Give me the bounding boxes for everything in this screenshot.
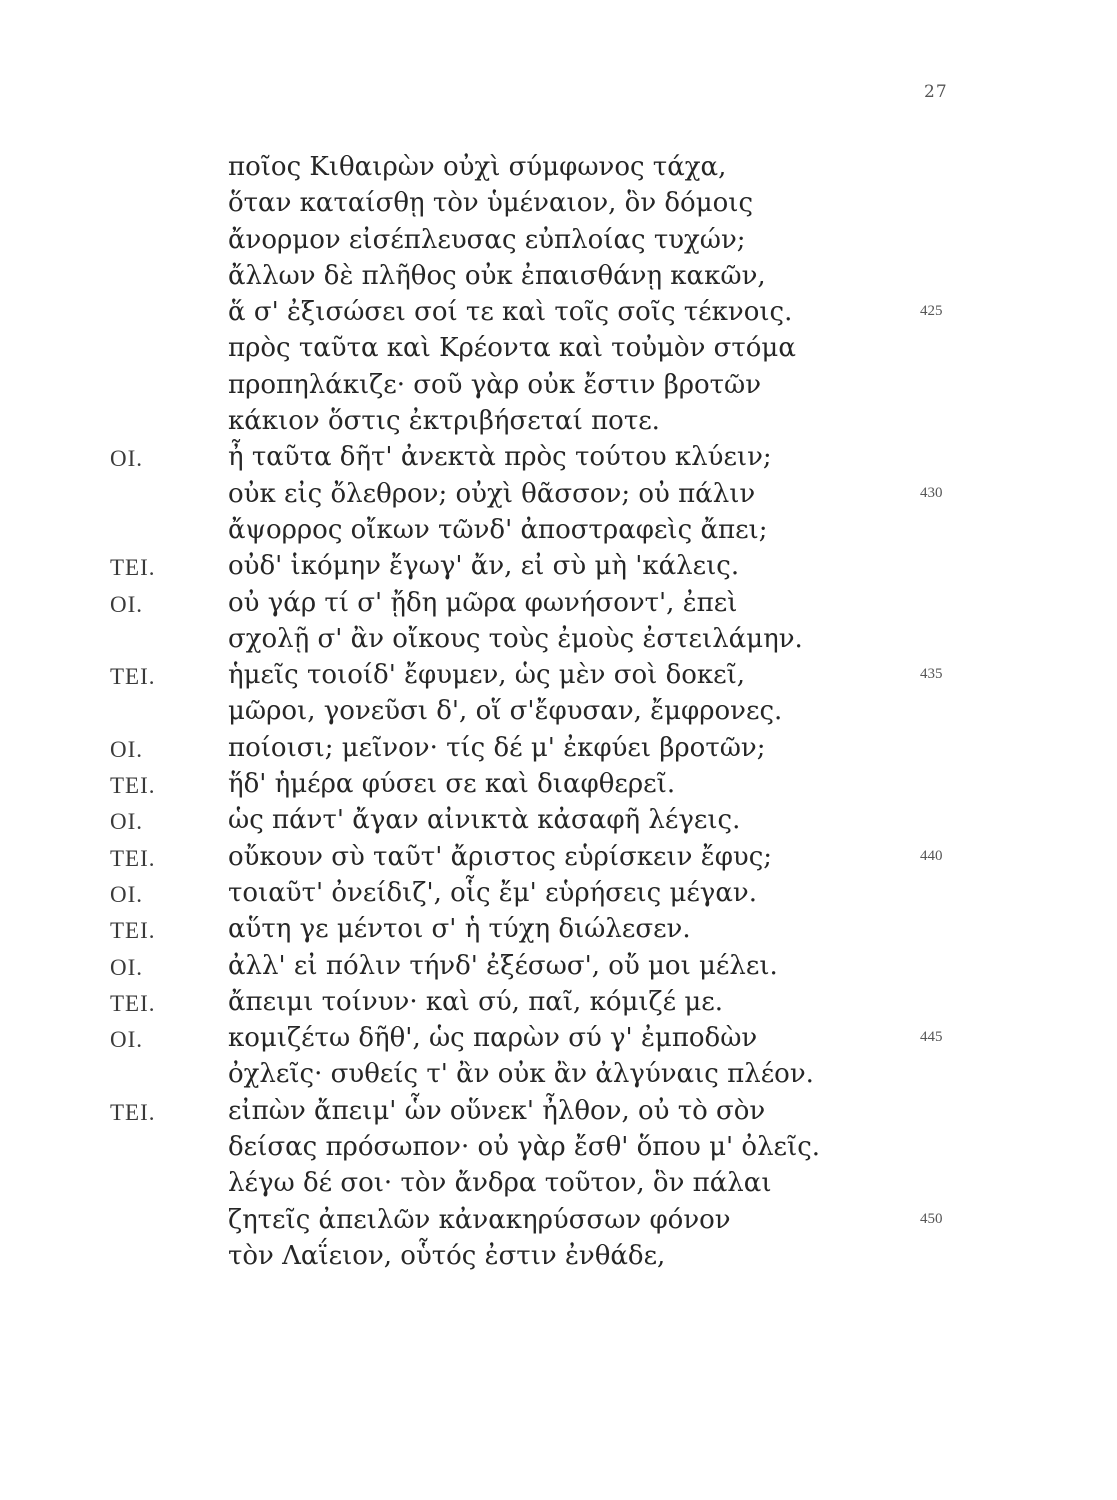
verse-text: ἥδ' ἡμέρα φύσει σε καὶ διαφθερεῖ. [228,769,676,800]
verse-text: πρὸς ταῦτα καὶ Κρέοντα καὶ τοὐμὸν στόμα [228,333,796,364]
verse-line [0,729,1117,765]
verse-line [0,983,1117,1019]
verse-text: κομιζέτω δῆθ', ὡς παρὼν σύ γ' ἐμποδὼν [228,1023,758,1054]
verse-text: τοιαῦτ' ὀνείδιζ', οἷς ἔμ' εὑρήσεις μέγαν. [228,877,757,908]
verse-line [0,184,1117,220]
verse-text: μῶροι, γονεῦσι δ', οἵ σ'ἔφυσαν, ἔμφρονες. [228,696,783,727]
verse-line [0,438,1117,474]
verse-text: οὐδ' ἱκόμην ἔγωγ' ἄν, εἰ σὺ μὴ 'κάλεις. [228,551,740,582]
line-number: 430 [920,484,943,501]
verse-line [0,293,1117,329]
line-number: 440 [920,847,943,864]
verse-line [0,221,1117,257]
verse-line [0,1164,1117,1200]
verse-line [0,366,1117,402]
speaker-label: ΤΕΙ. [110,990,156,1016]
verse-line [0,547,1117,583]
verse-line [0,765,1117,801]
verse-text: ἅ σ' ἐξισώσει σοί τε καὶ τοῖς σοῖς τέκνοις. [228,297,793,328]
speaker-label: ΟΙ. [110,809,144,835]
speaker-label: ΤΕΙ. [110,845,156,871]
verse-line [0,1237,1117,1273]
verse-line [0,692,1117,728]
speaker-label: ΤΕΙ. [110,773,156,799]
verse-text: ποῖος Κιθαιρὼν οὐχὶ σύμφωνος τάχα, [228,152,727,182]
verse-line [0,511,1117,547]
verse-text: τὸν Λαΐειον, οὗτός ἐστιν ἐνθάδε, [228,1240,666,1271]
verse-line [0,402,1117,438]
verse-line [0,148,1117,184]
verse-text: ποίοισι; μεῖνον· τίς δέ μ' ἐκφύει βροτῶν; [228,732,766,763]
speaker-label: ΤΕΙ. [110,1099,156,1125]
speaker-label: ΟΙ. [110,446,144,472]
speaker-label: ΤΕΙ. [110,664,156,690]
verse-text: ὅταν καταίσθῃ τὸν ὑμέναιον, ὃν δόμοις [228,188,754,219]
verse-text: οὐκ εἰς ὄλεθρον; οὐχὶ θᾶσσον; οὐ πάλιν [228,478,756,509]
verse-text: ἀλλ' εἰ πόλιν τήνδ' ἐξέσωσ', οὔ μοι μέλει. [228,950,778,981]
verse-text: προπηλάκιζε· σοῦ γὰρ οὐκ ἔστιν βροτῶν [228,369,762,400]
verse-text: ἄψορρος οἴκων τῶνδ' ἀποστραφεὶς ἄπει; [228,514,768,545]
verse-line [0,1092,1117,1128]
speaker-label: ΟΙ. [110,881,144,907]
verse-text: ἄπειμι τοίνυν· καὶ σύ, παῖ, κόμιζέ με. [228,986,724,1017]
verse-text: ἡμεῖς τοιοίδ' ἔφυμεν, ὡς μὲν σοὶ δοκεῖ, [228,660,746,691]
verse-text: κάκιον ὅστις ἐκτριβήσεταί ποτε. [228,406,660,437]
speaker-label: ΤΕΙ. [110,555,156,581]
verse-text: λέγω δέ σοι· τὸν ἄνδρα τοῦτον, ὃν πάλαι [228,1168,772,1199]
verse-line [0,1201,1117,1237]
verse-line [0,1055,1117,1091]
verse-text: οὐ γάρ τί σ' ᾔδη μῶρα φωνήσοντ', ἐπεὶ [228,587,738,618]
verse-lines [0,148,1117,1273]
line-number: 450 [920,1210,943,1227]
line-number: 435 [920,666,943,683]
verse-line [0,910,1117,946]
verse-text: αὕτη γε μέντοι σ' ἡ τύχη διώλεσεν. [228,914,691,945]
verse-text: σχολῇ σ' ἂν οἴκους τοὺς ἐμοὺς ἐστειλάμην. [228,623,803,654]
verse-line [0,257,1117,293]
verse-text: οὔκουν σὺ ταῦτ' ἄριστος εὑρίσκειν ἔφυς; [228,841,773,872]
verse-line [0,656,1117,692]
verse-line [0,475,1117,511]
verse-text: ἦ ταῦτα δῆτ' ἀνεκτὰ πρὸς τούτου κλύειν; [228,442,772,473]
verse-text: ὡς πάντ' ἄγαν αἰνικτὰ κἀσαφῆ λέγεις. [228,805,741,836]
verse-text: εἰπὼν ἄπειμ' ὧν οὕνεκ' ἦλθον, οὐ τὸ σὸν [228,1095,766,1126]
verse-line [0,801,1117,837]
verse-line [0,1128,1117,1164]
verse-text: ὀχλεῖς· συθείς τ' ἂν οὐκ ἂν ἀλγύναις πλέον. [228,1059,814,1090]
speaker-label: ΤΕΙ. [110,918,156,944]
verse-text: ἄλλων δὲ πλῆθος οὐκ ἐπαισθάνῃ κακῶν, [228,260,766,291]
speaker-label: ΟΙ. [110,736,144,762]
speaker-label: ΟΙ. [110,954,144,980]
verse-text: ζητεῖς ἀπειλῶν κἀνακηρύσσων φόνον [228,1204,731,1235]
verse-text: ἄνορμον εἰσέπλευσας εὐπλοίας τυχών; [228,224,746,255]
verse-text: δείσας πρόσωπον· οὐ γὰρ ἔσθ' ὅπου μ' ὀλεῖς. [228,1132,821,1163]
line-number: 445 [920,1029,943,1046]
verse-line [0,584,1117,620]
verse-line [0,620,1117,656]
verse-line [0,947,1117,983]
speaker-label: ΟΙ. [110,1027,144,1053]
verse-line [0,874,1117,910]
verse-line [0,1019,1117,1055]
speaker-label: ΟΙ. [110,591,144,617]
page-number: 27 [924,82,948,102]
verse-line [0,838,1117,874]
verse-line [0,329,1117,365]
line-number: 425 [920,303,943,320]
